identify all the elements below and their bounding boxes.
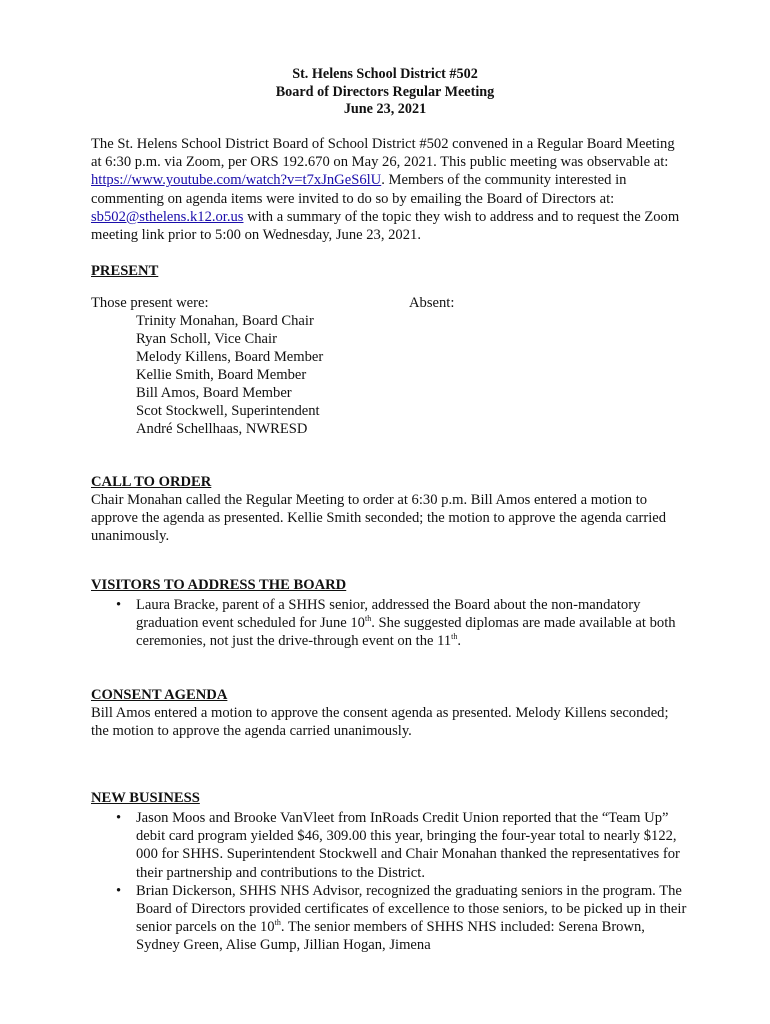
consent-agenda-text: Bill Amos entered a motion to approve the consent agenda as presented. Melody Killens seconded; the motion to approve the agenda carried unanimously. <box>91 705 669 740</box>
new-business-text-2b: . The senior members of SHHS NHS included: Serena Brown, Sydney Green, Alise Gump, Jillian Hogan, Jimena <box>136 919 645 954</box>
consent-agenda-heading: CONSENT AGENDA <box>91 687 228 703</box>
visitor-text-2: . She suggested diplomas are made available at both ceremonies, not just the drive-through event on the 11 <box>136 615 676 650</box>
ordinal-suffix: th <box>451 632 458 642</box>
ordinal-suffix: th <box>274 918 281 928</box>
call-to-order-heading: CALL TO ORDER <box>91 474 212 490</box>
attendee: Bill Amos, Board Member <box>136 385 292 401</box>
new-business-text-1: Jason Moos and Brooke VanVleet from InRoads Credit Union reported that the “Team Up” debit card program yielded $46, 309.00 this year, bringing the four-year total to nearly $122, 000 for SHHS. Superintendent Stockwell and Chair Monahan thanked the representatives for their partnership and contributions to the District. <box>136 810 680 881</box>
attendee: André Schellhaas, NWRESD <box>136 421 308 437</box>
bullet-icon: • <box>116 810 122 826</box>
call-to-order-text: Chair Monahan called the Regular Meeting to order at 6:30 p.m. Bill Amos entered a motion to approve the agenda as presented. Kellie Smith seconded; the motion to approve the agenda carried unanimously. <box>91 492 667 545</box>
intro-text-3: with a summary of the topic they wish to address and to request the Zoom meeting link prior to 5:00 on Wednesday, June 23, 2021. <box>91 208 680 244</box>
attendee: Trinity Monahan, Board Chair <box>136 313 314 329</box>
meeting-date: June 23, 2021 <box>343 101 427 118</box>
list-item <box>91 882 691 955</box>
visitor-text: Laura Bracke, parent of a SHHS senior, addressed the Board about the non-mandatory graduation event scheduled for June 10 <box>136 597 641 632</box>
list-item <box>91 596 691 651</box>
intro-paragraph <box>91 135 681 244</box>
visitors-heading: VISITORS TO ADDRESS THE BOARD <box>91 577 347 593</box>
meeting-title: Board of Directors Regular Meeting <box>275 83 495 100</box>
present-heading: PRESENT <box>91 263 159 279</box>
new-business-list <box>91 809 691 955</box>
new-business-text-2: Brian Dickerson, SHHS NHS Advisor, recognized the graduating seniors in the program. The Board of Directors provided certificates of excellence to those seniors, to be picked up in their senior parcels on the 10 <box>136 882 687 936</box>
new-business-heading: NEW BUSINESS <box>91 790 200 806</box>
youtube-link[interactable]: https://www.youtube.com/watch?v=t7xJnGeS6lU <box>91 172 382 189</box>
present-label: Those present were: <box>91 295 209 311</box>
attendee: Scot Stockwell, Superintendent <box>136 403 320 419</box>
ordinal-suffix: th <box>364 614 372 624</box>
attendee: Melody Killens, Board Member <box>136 349 324 365</box>
attendee: Kellie Smith, Board Member <box>136 367 307 383</box>
document-header <box>0 66 770 119</box>
district-name: St. Helens School District #502 <box>292 66 478 82</box>
bullet-icon: • <box>116 597 122 613</box>
visitor-text-3: . <box>457 633 462 650</box>
attendee: Ryan Scholl, Vice Chair <box>136 331 277 347</box>
intro-text-2: . Members of the community interested in commenting on agenda items were invited to do so by emailing the Board of Directors at: <box>91 172 627 207</box>
bullet-icon: • <box>116 882 122 899</box>
attendee-list <box>136 312 323 438</box>
absent-label: Absent: <box>409 295 455 311</box>
email-link[interactable]: sb502@sthelens.k12.or.us <box>91 208 244 225</box>
list-item <box>91 809 691 882</box>
intro-text: The St. Helens School District Board of School District #502 convened in a Regular Board Meeting at 6:30 p.m. via Zoom, per ORS 192.670 on May 26, 2021. This public meeting was observable at: <box>91 136 675 171</box>
visitors-list <box>91 596 691 651</box>
